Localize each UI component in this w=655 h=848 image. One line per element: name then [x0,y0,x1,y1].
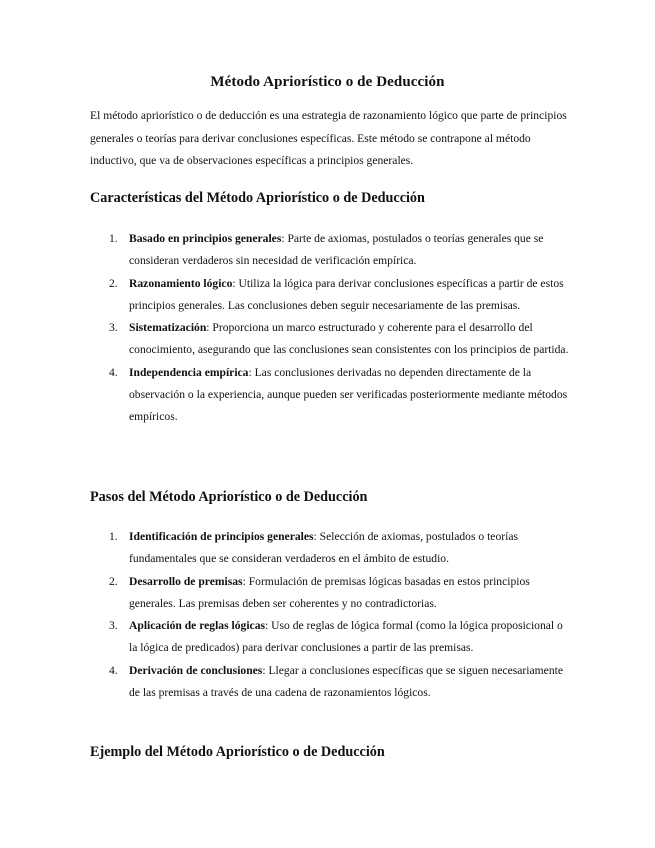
list-number: 1. [109,530,118,543]
list-item-text: : Las conclusiones derivadas no dependen directamente de la observación o la experiencia, aunque pueden ser verificadas posteriormente mediante métodos empíricos. [129,365,568,424]
list-item [90,615,570,660]
list-number: 1. [109,232,118,245]
characteristics-list [90,228,570,429]
section-heading-characteristics: Características del Método Apriorístico o de Deducción [90,190,425,206]
list-item [90,273,570,318]
list-item-term: Derivación de conclusiones [129,663,263,677]
intro-paragraph: El método apriorístico o de deducción es una estrategia de razonamiento lógico que parte de principios generales o teorías para derivar conclusiones específicas. Este método se contrapone al método inductivo, que va de observaciones específicas a principios generales. [90,109,567,167]
list-item [90,228,570,273]
list-item [90,317,570,362]
list-item-term: Aplicación de reglas lógicas [129,619,266,633]
list-item-term: Desarrollo de premisas [129,574,243,588]
list-number: 3. [109,321,118,335]
list-number: 4. [109,663,118,677]
list-item-term: Razonamiento lógico [129,276,233,290]
page-title: Método Apriorístico o de Deducción [210,74,445,90]
list-item-text: : Parte de axiomas, postulados o teorías generales que se consideran verdaderos sin necesidad de verificación empírica. [129,232,544,268]
list-item-text: : Proporciona un marco estructurado y coherente para el desarrollo del conocimiento, asegurando que las conclusiones sean consistentes con los principios de partida. [129,321,569,357]
list-item [90,660,570,705]
list-item-text: : Llegar a conclusiones específicas que se siguen necesariamente de las premisas a través de una cadena de razonamientos lógicos. [129,663,563,700]
list-number: 4. [109,365,118,379]
list-item-term: Identificación de principios generales [129,530,314,543]
steps-list [90,526,570,704]
list-item-text: : Formulación de premisas lógicas basadas en estos principios generales. Las premisas deben ser coherentes y no contradictorias. [129,574,530,610]
list-number: 2. [109,574,118,588]
list-item-term: Basado en principios generales [129,232,282,245]
list-item [90,571,570,616]
list-item [90,362,570,429]
list-item-text: : Uso de reglas de lógica formal (como la lógica proposicional o la lógica de predicados) para derivar conclusiones a partir de las premisas. [129,619,563,655]
list-item-text: : Utiliza la lógica para derivar conclusiones específicas a partir de estos principios generales. Las conclusiones deben seguir necesariamente de las premisas. [129,276,564,312]
list-number: 3. [109,619,118,633]
list-item-text: : Selección de axiomas, postulados o teorías fundamentales que se consideran verdaderos en el ámbito de estudio. [129,530,518,566]
list-item [90,526,570,571]
section-heading-steps: Pasos del Método Apriorístico o de Deducción [90,489,368,505]
section-heading-example: Ejemplo del Método Apriorístico o de Deducción [90,744,385,760]
list-number: 2. [109,276,118,290]
list-item-term: Sistematización [129,321,207,335]
list-item-term: Independencia empírica [129,365,249,379]
